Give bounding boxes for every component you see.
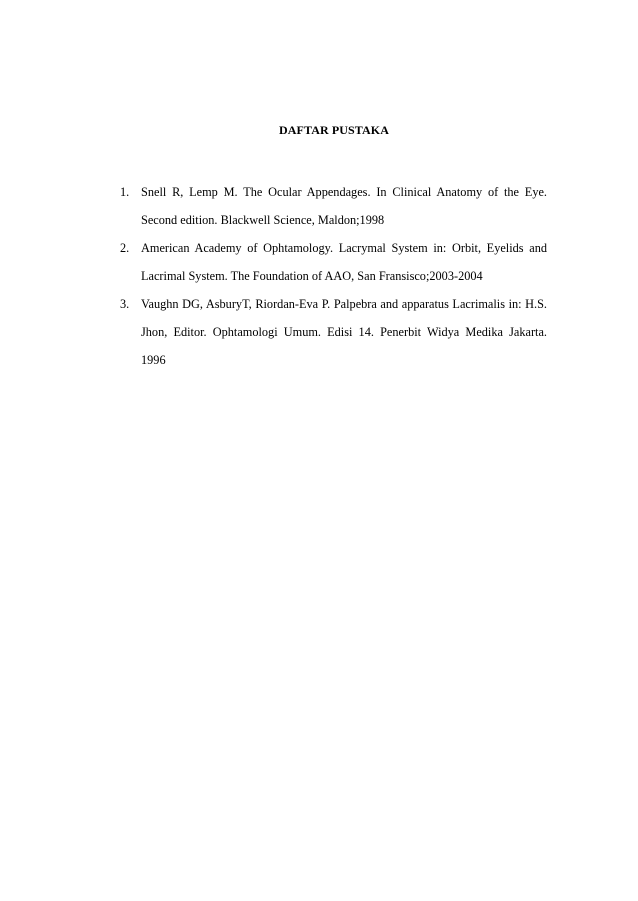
reference-item	[120, 290, 547, 374]
reference-item	[120, 234, 547, 290]
reference-text: Snell R, Lemp M. The Ocular Appendages. In Clinical Anatomy of the Eye. Second edition. Blackwell Science, Maldon;1998	[141, 185, 547, 227]
reference-number: 1.	[120, 185, 130, 199]
reference-number: 2.	[120, 241, 130, 255]
reference-text: American Academy of Ophtamology. Lacrymal System in: Orbit, Eyelids and Lacrimal System. The Foundation of AAO, San Fransisco;2003-2004	[141, 241, 547, 283]
page-title: DAFTAR PUSTAKA	[279, 123, 389, 137]
reference-item	[120, 178, 547, 234]
reference-text: Vaughn DG, AsburyT, Riordan-Eva P. Palpebra and apparatus Lacrimalis in: H.S. Jhon, Editor. Ophtamologi Umum. Edisi 14. Penerbit Widya Medika Jakarta. 1996	[141, 297, 547, 367]
reference-number: 3.	[120, 297, 130, 311]
reference-list	[120, 178, 547, 374]
